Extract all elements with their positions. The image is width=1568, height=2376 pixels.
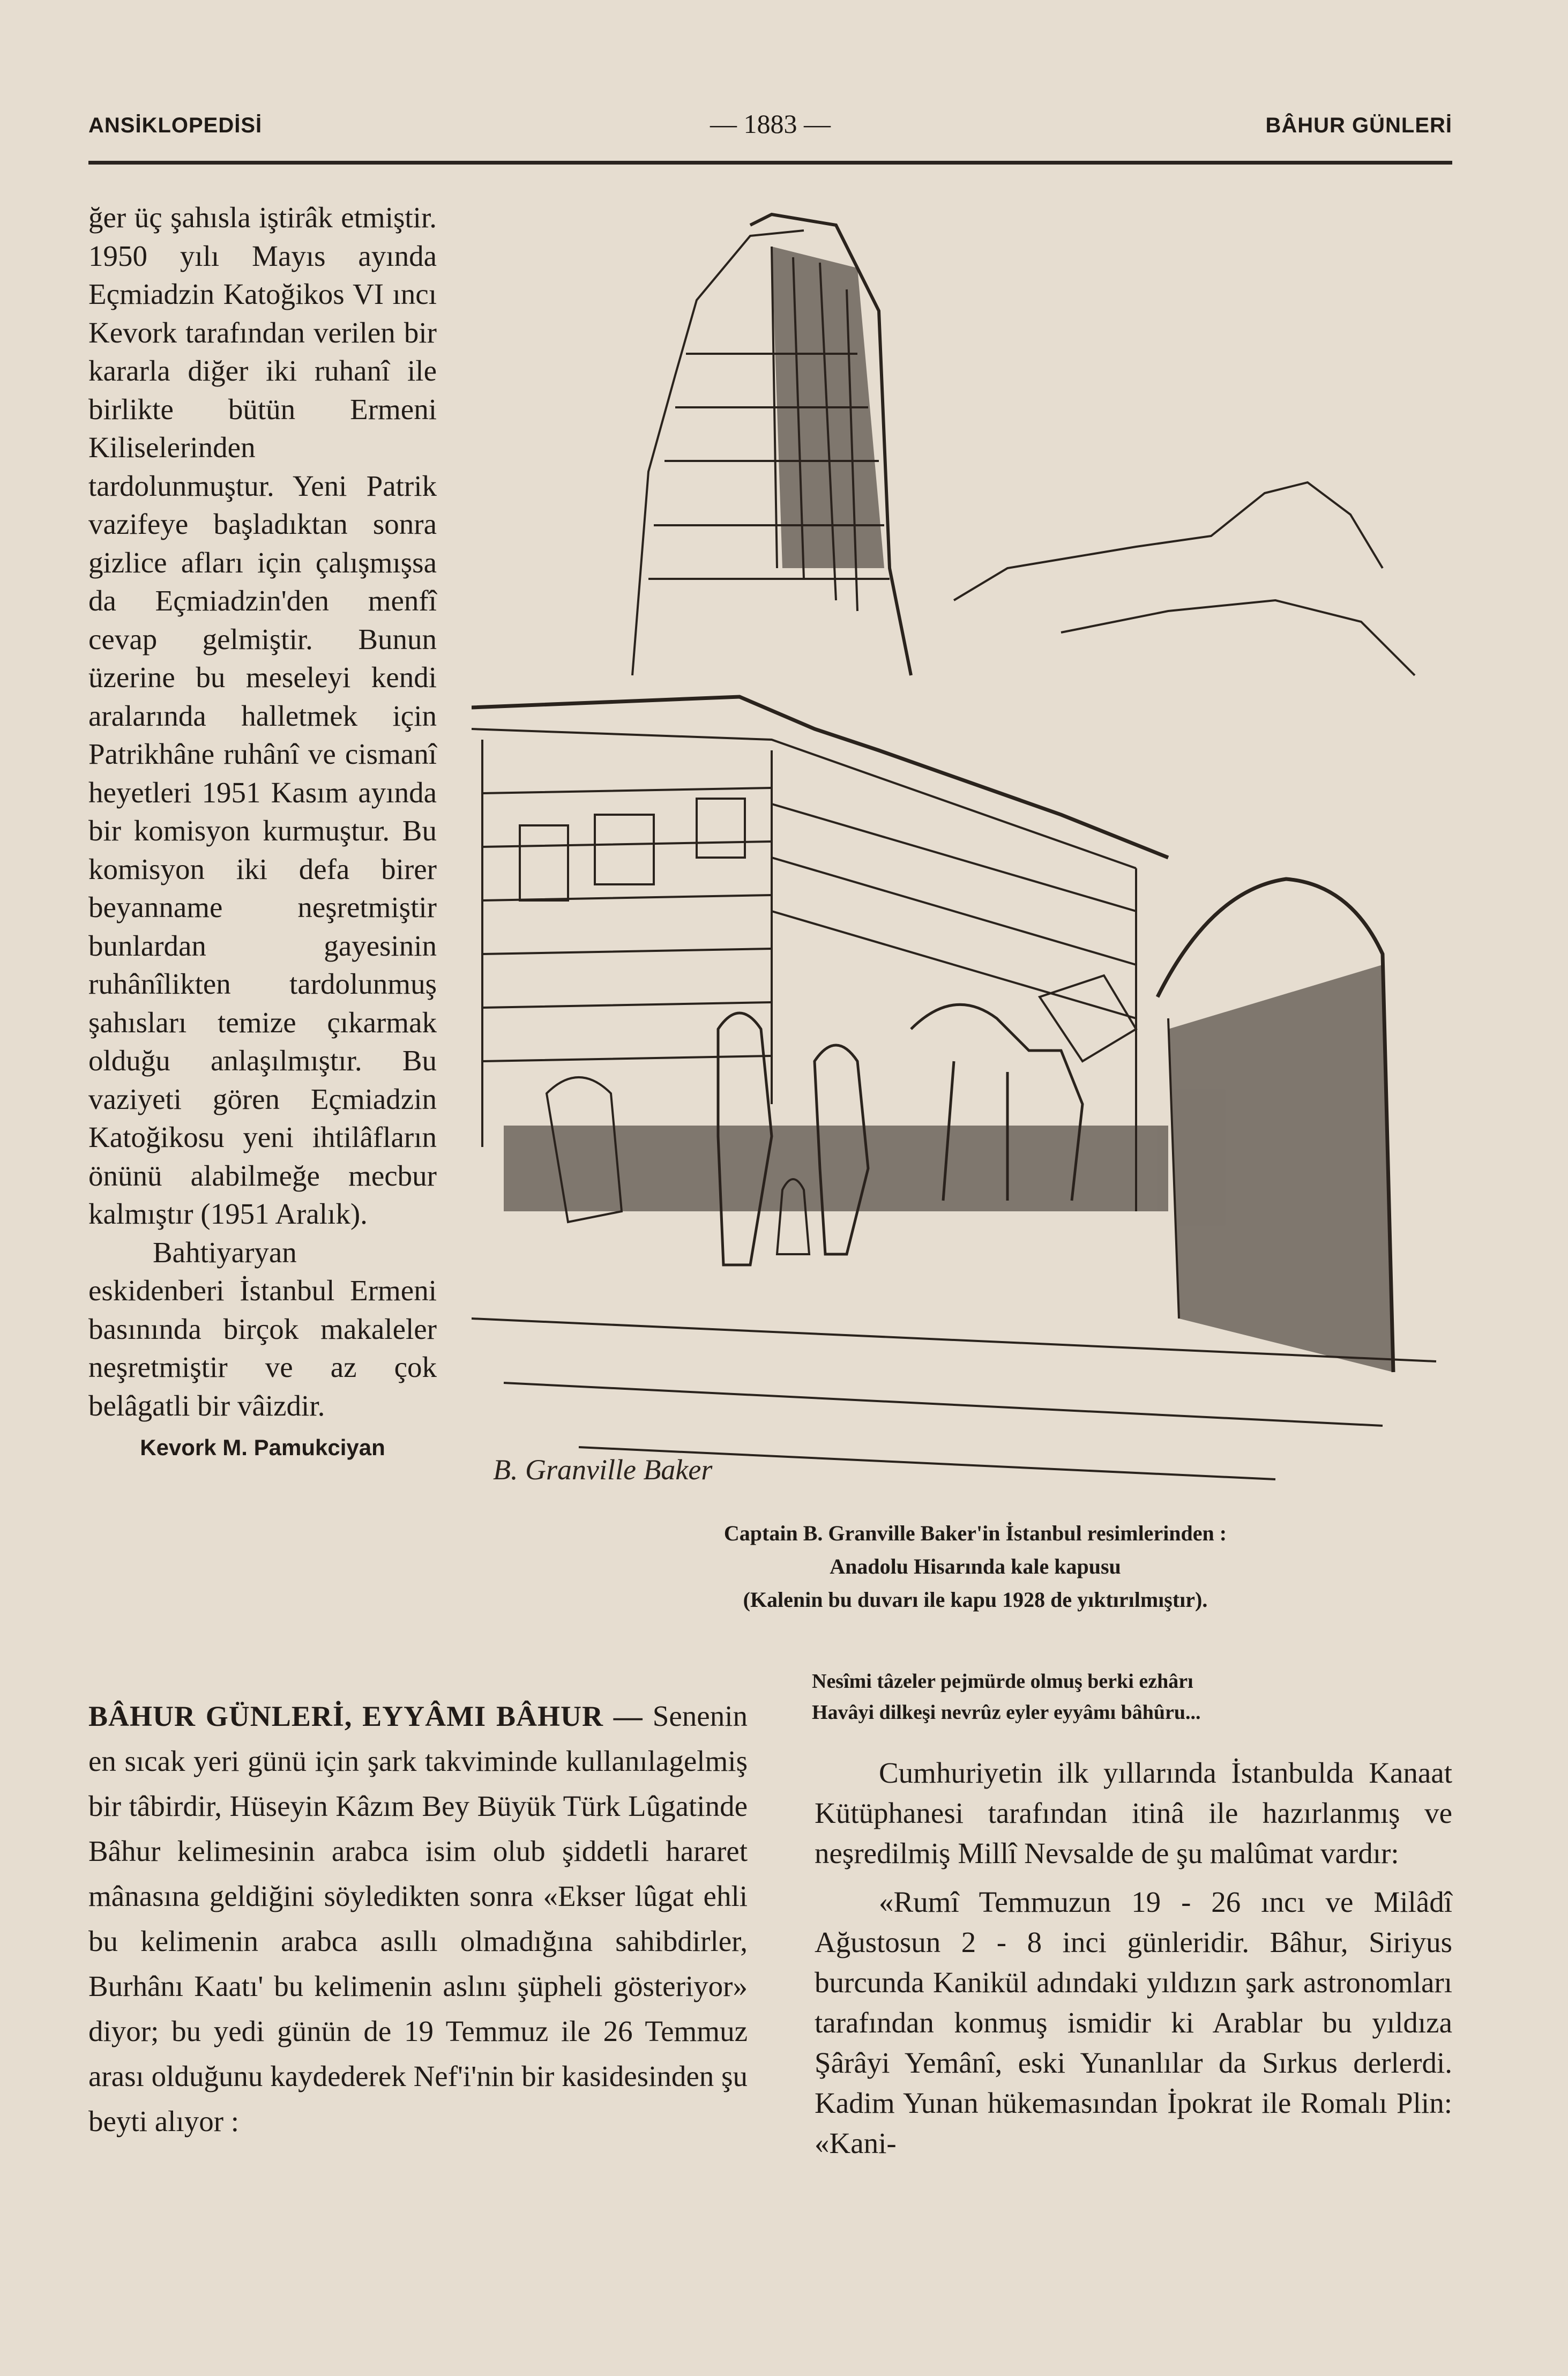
entry-text: Senenin en sıcak yeri günü için şark takviminde kullanılagelmiş bir tâbirdir, Hüseyin Kâzım Bey Büyük Türk Lûgatinde Bâhur kelimesinin arabca isim olub şiddetli hararet mânasına geldiğini söyledikten sonra «Ekser lûgat ehli bu kelimenin arabca asıllı olmadığına sahibdirler, Burhânı Kaatı' bu kelimenin aslını şüpheli gösteriyor» diyor; bu yedi günün de 19 Temmuz ile 26 Temmuz arası olduğunu kaydederek Nef'i'nin bir kasidesinden şu beyti alıyor : (88, 1700, 748, 2137)
verse-line: Havâyi dilkeşi nevrûz eyler eyyâmı bâhûru... (812, 1701, 1201, 1724)
page-header (88, 109, 1452, 151)
paragraph: «Rumî Temmuzun 19 - 26 ıncı ve Milâdî Ağustosun 2 - 8 inci günleridir. Bâhur, Siriyus burcunda Kanikül adındaki yıldızın şark astronomları tarafından konmuş ismidir ki Arablar bu yıldıza Şârâyi Yemânî, eski Yunanlılar da Sırkus derlerdi. Kadim Yunan hükemasından İpokrat ile Romalı Plin: «Kani- (815, 1886, 1452, 2159)
castle-gate-drawing (472, 193, 1452, 1501)
header-right-title: BÂHUR GÜNLERİ (1265, 114, 1452, 137)
author-signature: Kevork M. Pamukciyan (140, 1435, 385, 1460)
artist-signature: B. Granville Baker (493, 1454, 713, 1486)
caption-line: Anadolu Hisarında kale kapusu (830, 1554, 1121, 1578)
paragraph: Bahtiyaryan eskidenberi İstanbul Ermeni basınında birçok makaleler neşretmiştir ve az çok belâgatli bir vâizdir. (88, 1235, 437, 1422)
left-column-top (88, 198, 437, 1466)
entry-paragraph (88, 1694, 748, 2144)
header-rule (88, 161, 1452, 165)
page-number: — 1883 — (710, 109, 831, 139)
caption-line: (Kalenin bu duvarı ile kapu 1928 de yıktırılmıştır). (743, 1588, 1208, 1612)
illustration-anadolu-hisari-gate (472, 193, 1452, 1501)
verse-line: Nesîmi tâzeler pejmürde olmuş berki ezhârı (812, 1670, 1193, 1693)
left-column-bottom (88, 1694, 748, 2144)
illustration-caption (595, 1517, 1356, 1617)
right-column-bottom (815, 1753, 1452, 2163)
paragraph: Cumhuriyetin ilk yıllarında İstanbulda Kanaat Kütüphanesi tarafından itinâ ile hazırlanmış ve neşredilmiş Millî Nevsalde de şu malûmat vardır: (815, 1756, 1452, 1869)
paragraph: ğer üç şahısla iştirâk etmiştir. 1950 yılı Mayıs ayında Eçmiadzin Katoğikos VI ıncı Kevork tarafından verilen bir kararla diğer iki ruhanî ile birlikte bütün Ermeni Kiliselerinden tardolunmuştur. Yeni Patrik vazifeye başladıktan sonra gizlice afları için çalışmışsa da Eçmiadzin'den menfî cevap gelmiştir. Bunun üzerine bu meseleyi kendi aralarında halletmek için Patrikhâne ruhânî ve cismanî heyetleri 1951 Kasım ayında bir komisyon kurmuştur. Bu komisyon iki defa birer beyanname neşretmiştir bunlardan gayesinin ruhânîlikten tardolunmuş şahısları temize çıkarmak olduğu anlaşılmıştır. Bu vaziyeti gören Eçmiadzin Katoğikosu yeni ihtilâfların önünü alabilmeğe mecbur kalmıştır (1951 Aralık). (88, 201, 437, 1230)
caption-line: Captain B. Granville Baker'in İstanbul resimlerinden : (723, 1521, 1227, 1545)
header-left-title: ANSİKLOPEDİSİ (88, 114, 263, 137)
quoted-verse (812, 1666, 1455, 1728)
entry-title: BÂHUR GÜNLERİ, EYYÂMI BÂHUR — (88, 1700, 643, 1732)
